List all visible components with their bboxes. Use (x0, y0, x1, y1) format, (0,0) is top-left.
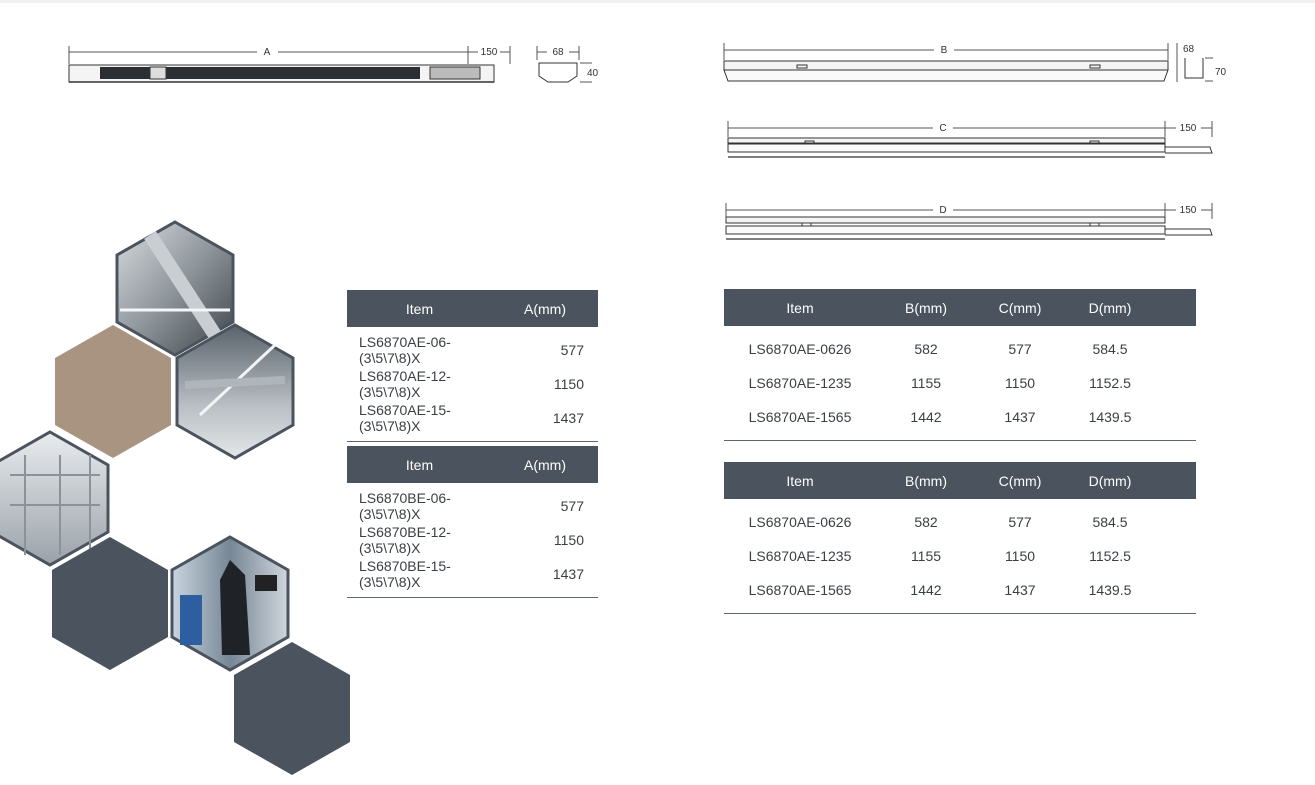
drawing-c (720, 115, 1220, 165)
photo-factory-icon (0, 432, 108, 565)
table-row (724, 366, 1196, 400)
table-row (347, 483, 598, 523)
header-item: Item (347, 446, 492, 483)
cell-a: 1150 (553, 376, 584, 392)
dim-d-label: D (939, 205, 947, 216)
header-c-mm: C(mm) (976, 462, 1064, 499)
header-d-mm: D(mm) (1064, 462, 1156, 499)
dim-b-label: B (940, 45, 948, 56)
cell-c: 1150 (1004, 548, 1036, 564)
drawing-d (720, 197, 1220, 247)
header-a-mm: A(mm) (492, 446, 598, 483)
table-row (347, 327, 598, 367)
spec-table-b2 (724, 462, 1196, 614)
cell-a: 577 (560, 498, 584, 514)
spec-table-a1 (347, 290, 598, 442)
cell-b: 1155 (910, 375, 942, 391)
drawing-b (715, 38, 1245, 93)
dim-c-label: C (939, 123, 947, 134)
header-item: Item (724, 289, 876, 326)
cell-c: 1150 (1004, 375, 1036, 391)
table-row (347, 557, 598, 598)
cell-item: LS6870AE-1565 (748, 409, 852, 425)
cell-a: 577 (560, 342, 584, 358)
cell-c: 577 (1008, 341, 1032, 357)
header-spacer (1156, 289, 1196, 326)
dim-a-height: 40 (587, 68, 599, 79)
table-row (724, 400, 1196, 441)
cell-item: LS6870BE-12-(3\5\7\8)X (359, 524, 451, 556)
cell-item: LS6870AE-0626 (748, 514, 852, 530)
cell-item: LS6870AE-0626 (748, 341, 852, 357)
header-b-mm: B(mm) (876, 462, 976, 499)
table-row (724, 326, 1196, 366)
photo-worker-icon (172, 537, 288, 670)
table-row (347, 367, 598, 401)
dim-a-width: 68 (552, 47, 564, 58)
cell-a: 1437 (552, 566, 584, 582)
table-row (724, 499, 1196, 539)
cell-b: 1442 (910, 582, 942, 598)
table-row (347, 401, 598, 442)
cell-item: LS6870AE-06-(3\5\7\8)X (359, 334, 451, 366)
cell-c: 1437 (1004, 409, 1036, 425)
header-spacer (1156, 462, 1196, 499)
spec-table-b1 (724, 289, 1196, 441)
dim-c-ext: 150 (1179, 123, 1197, 134)
cell-item: LS6870AE-15-(3\5\7\8)X (359, 402, 451, 434)
cell-b: 1442 (910, 409, 942, 425)
cell-d: 1152.5 (1089, 375, 1131, 391)
cell-item: LS6870BE-15-(3\5\7\8)X (359, 558, 451, 590)
cell-item: LS6870AE-1565 (748, 582, 852, 598)
dim-b-height: 70 (1215, 67, 1227, 78)
header-d-mm: D(mm) (1064, 289, 1156, 326)
cell-b: 582 (914, 341, 938, 357)
spec-table-a2 (347, 446, 598, 598)
tan-hexagon (55, 325, 171, 458)
header-item: Item (347, 290, 492, 327)
page-top-border (0, 0, 1315, 3)
drawing-a (60, 38, 610, 93)
cell-d: 1439.5 (1088, 582, 1132, 598)
table-row (724, 539, 1196, 573)
hexagon-collage (0, 215, 360, 785)
cell-a: 1437 (552, 410, 584, 426)
cell-a: 1150 (553, 532, 584, 548)
table-row (347, 523, 598, 557)
dim-a-ext: 150 (480, 47, 498, 58)
cell-c: 1437 (1004, 582, 1036, 598)
cell-d: 584.5 (1092, 514, 1128, 530)
dim-b-width: 68 (1183, 44, 1195, 55)
cell-c: 577 (1008, 514, 1032, 530)
table-row (724, 573, 1196, 614)
cell-d: 1439.5 (1088, 409, 1132, 425)
header-c-mm: C(mm) (976, 289, 1064, 326)
cell-item: LS6870AE-12-(3\5\7\8)X (359, 368, 451, 400)
header-item: Item (724, 462, 876, 499)
dim-d-ext: 150 (1179, 205, 1197, 216)
dark-hexagon-1 (52, 537, 168, 670)
dim-a-label: A (263, 47, 271, 58)
cell-d: 584.5 (1092, 341, 1128, 357)
cell-item: LS6870AE-1235 (748, 375, 852, 391)
cell-item: LS6870BE-06-(3\5\7\8)X (359, 490, 451, 522)
cell-d: 1152.5 (1089, 548, 1131, 564)
dark-hexagon-2 (234, 642, 350, 775)
header-a-mm: A(mm) (492, 290, 598, 327)
cell-b: 1155 (910, 548, 942, 564)
header-b-mm: B(mm) (876, 289, 976, 326)
cell-b: 582 (914, 514, 938, 530)
cell-item: LS6870AE-1235 (748, 548, 852, 564)
